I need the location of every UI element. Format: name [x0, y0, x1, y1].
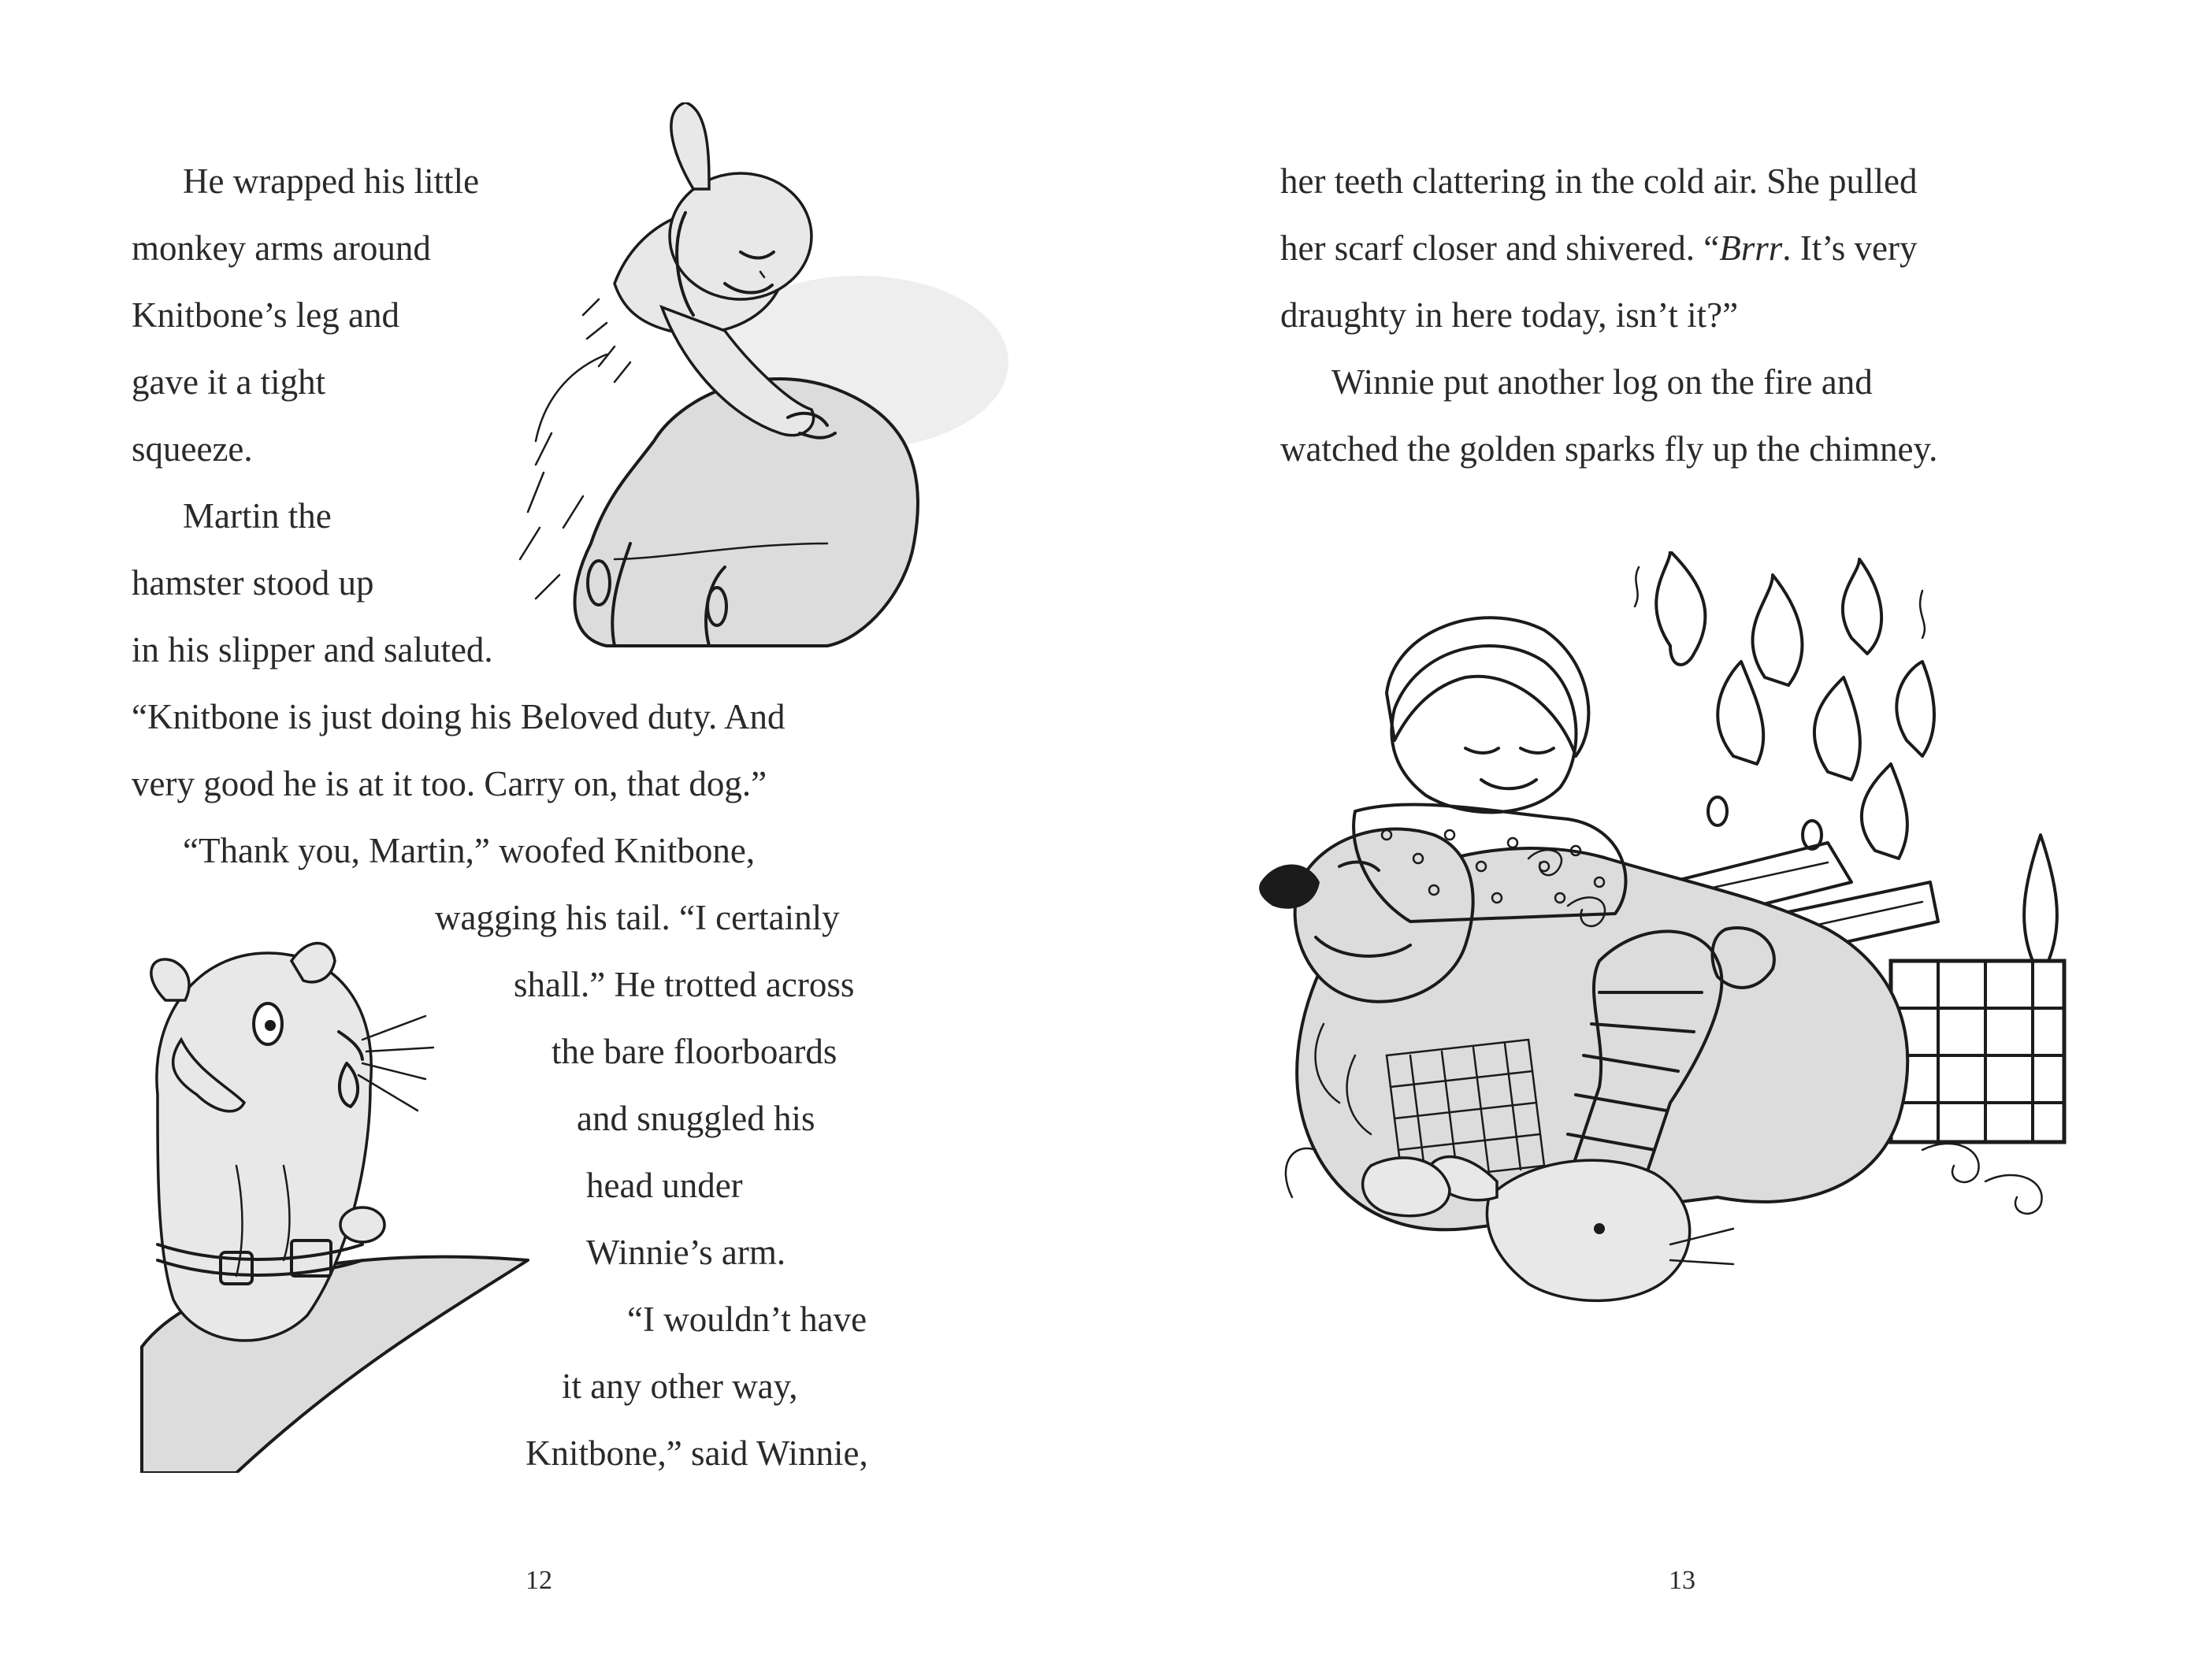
text-line: hamster stood up [132, 563, 374, 603]
winnie-hugging-knitbone-by-fire-illustration [1229, 551, 2111, 1465]
fire-flames [1635, 551, 1934, 859]
text-line: Knitbone,” said Winnie, [526, 1433, 868, 1473]
fire-guard [1891, 835, 2064, 1142]
text-line: He wrapped his little [183, 161, 480, 201]
page-number-right: 13 [1669, 1566, 1695, 1595]
text-line: Winnie’s arm. [586, 1233, 786, 1272]
text-line: it any other way, [562, 1367, 798, 1406]
text-line: the bare floorboards [552, 1032, 837, 1071]
text-line: Knitbone’s leg and [132, 295, 399, 335]
text-line: gave it a tight [132, 362, 326, 402]
text-line: draughty in here today, isn’t it?” [1280, 295, 1739, 335]
text-line: her teeth clattering in the cold air. She pulled [1280, 161, 1918, 201]
emphasis-text: Brrr [1719, 228, 1783, 268]
text-line: head under [586, 1166, 743, 1205]
text-line: very good he is at it too. Carry on, that dog.” [132, 764, 767, 803]
text-line: Martin the [183, 496, 332, 536]
text-span: her scarf closer and shivered. “ [1280, 228, 1720, 268]
text-line: wagging his tail. “I certainly [435, 898, 840, 937]
monkey-hugging-dog-leg-illustration [488, 102, 1103, 669]
text-span: . It’s very [1782, 228, 1918, 268]
text-line [1280, 228, 1918, 268]
hamster-in-slipper-saluting-illustration [110, 906, 552, 1473]
page-number-left: 12 [526, 1566, 552, 1595]
text-line: and snuggled his [577, 1099, 815, 1138]
text-line: squeeze. [132, 429, 253, 469]
text-line: in his slipper and saluted. [132, 630, 493, 669]
text-line: shall.” He trotted across [514, 965, 855, 1004]
text-line: watched the golden sparks fly up the chimney. [1280, 429, 1938, 469]
text-line: “Thank you, Martin,” woofed Knitbone, [183, 831, 756, 870]
text-line: “Knitbone is just doing his Beloved duty. And [132, 697, 785, 736]
text-line: Winnie put another log on the fire and [1331, 362, 1873, 402]
text-line: “I wouldn’t have [627, 1300, 867, 1339]
text-line: monkey arms around [132, 228, 431, 268]
